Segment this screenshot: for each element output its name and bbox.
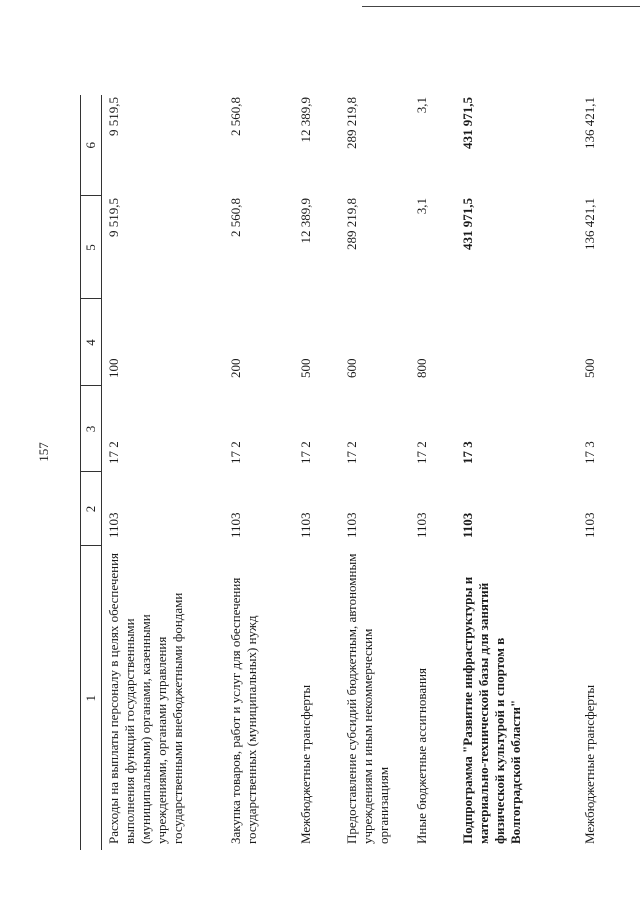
amount-col6: 12 389,9 xyxy=(298,97,313,143)
rotated-budget-table xyxy=(80,95,630,850)
section-code: 1103 xyxy=(228,512,243,538)
page-number: 157 xyxy=(36,442,51,462)
amount-col6: 9 519,5 xyxy=(106,97,121,136)
column-header-4: 4 xyxy=(81,299,102,386)
table-row xyxy=(294,95,340,850)
program-code: 17 2 xyxy=(106,441,121,464)
expense-type: 100 xyxy=(106,358,121,378)
expense-type: 500 xyxy=(582,358,597,378)
section-code: 1103 xyxy=(460,512,475,538)
top-right-rule xyxy=(362,6,640,7)
expense-type: 500 xyxy=(298,358,313,378)
budget-table xyxy=(80,95,612,850)
row-name: Расходы на выплаты персоналу в целях обеспечения выполнения функций государственными (муниципальными) органами, казенными учреждениями, органами управления государственными внебюджетными фондами xyxy=(106,552,185,844)
header-row xyxy=(81,95,102,850)
column-header-3: 3 xyxy=(81,386,102,472)
amount-col5: 12 389,9 xyxy=(298,198,313,244)
table-row xyxy=(224,95,294,850)
column-header-1: 1 xyxy=(81,546,102,850)
expense-type: 600 xyxy=(344,358,359,378)
column-header-5: 5 xyxy=(81,196,102,299)
amount-col5: 289 219,8 xyxy=(344,198,359,250)
section-code: 1103 xyxy=(298,512,313,538)
program-code: 17 3 xyxy=(582,441,597,464)
column-header-6: 6 xyxy=(81,95,102,196)
amount-col5: 9 519,5 xyxy=(106,198,121,237)
amount-col6: 2 560,8 xyxy=(228,97,243,136)
row-name: Подпрограмма "Развитие инфраструктуры и материально-технической базы для занятий физической культурой и спортом в Волгоградской области" xyxy=(460,576,523,844)
amount-col5: 3,1 xyxy=(414,198,429,215)
table-row xyxy=(578,95,612,850)
program-code: 17 3 xyxy=(460,441,475,464)
program-code: 17 2 xyxy=(344,441,359,464)
expense-type xyxy=(456,299,578,386)
row-name: Закупка товаров, работ и услуг для обеспечения государственных (муниципальных) нужд xyxy=(228,577,259,844)
amount-col5: 2 560,8 xyxy=(228,198,243,237)
section-code: 1103 xyxy=(582,512,597,538)
program-code: 17 2 xyxy=(228,441,243,464)
amount-col6: 431 971,5 xyxy=(460,97,475,149)
amount-col6: 289 219,8 xyxy=(344,97,359,149)
expense-type: 800 xyxy=(414,358,429,378)
amount-col6: 3,1 xyxy=(414,97,429,114)
section-code: 1103 xyxy=(106,512,121,538)
column-header-2: 2 xyxy=(81,472,102,546)
row-name: Иные бюджетные ассигнования xyxy=(414,667,429,844)
table-row xyxy=(410,95,456,850)
section-code: 1103 xyxy=(414,512,429,538)
program-code: 17 2 xyxy=(414,441,429,464)
row-name: Межбюджетные трансферты xyxy=(298,684,313,844)
amount-col6: 136 421,1 xyxy=(582,97,597,149)
amount-col5: 431 971,5 xyxy=(460,198,475,250)
expense-type: 200 xyxy=(228,358,243,378)
row-name: Предоставление субсидий бюджетным, автономным учреждениям и иным некоммерческим организациям xyxy=(344,553,391,844)
row-name: Межбюджетные трансферты xyxy=(582,684,597,844)
table-row xyxy=(102,95,225,850)
table-row xyxy=(340,95,410,850)
amount-col5: 136 421,1 xyxy=(582,198,597,250)
table-row-subprogram xyxy=(456,95,578,850)
section-code: 1103 xyxy=(344,512,359,538)
program-code: 17 2 xyxy=(298,441,313,464)
